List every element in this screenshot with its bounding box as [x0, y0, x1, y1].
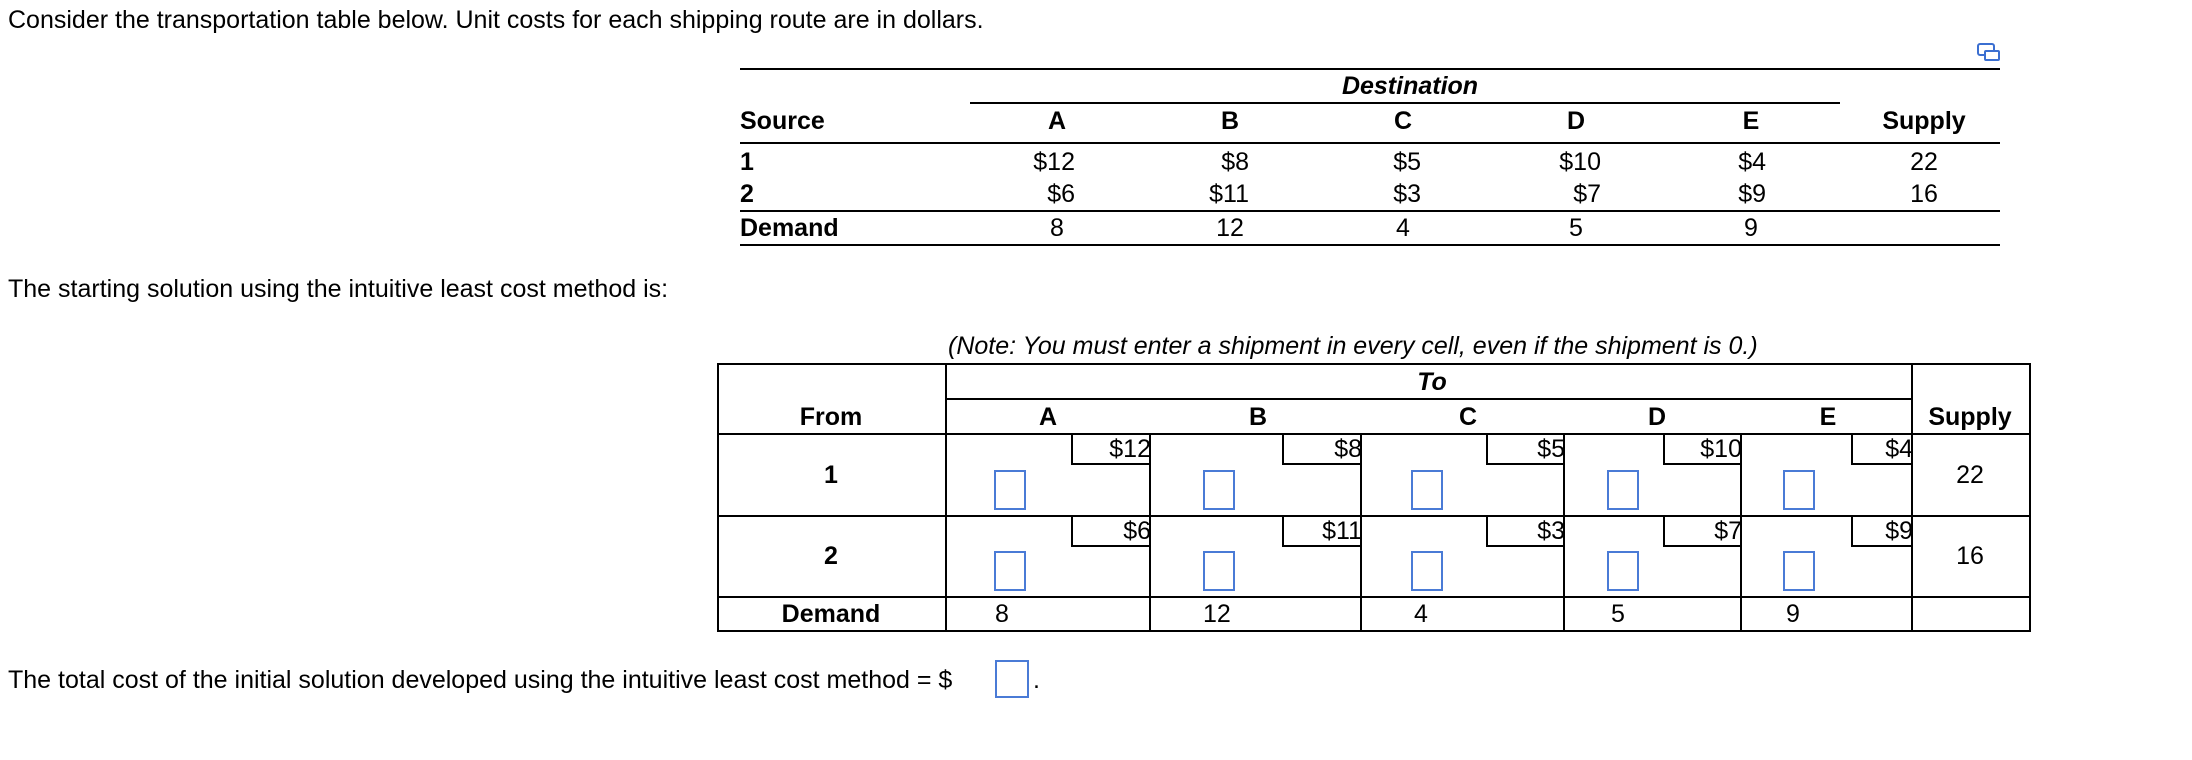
demand-cell: 4	[1396, 214, 1410, 242]
cost-cell: $9	[1738, 180, 1766, 208]
col-header-c: C	[1458, 403, 1478, 431]
demand-label: Demand	[781, 600, 881, 628]
col-header-a: A	[1047, 107, 1067, 135]
col-header-e: E	[1742, 107, 1760, 135]
supply-header: Supply	[1928, 403, 2012, 431]
demand-cell: 5	[1611, 600, 1625, 628]
cost-cell: $11	[1209, 180, 1249, 208]
from-header: From	[799, 403, 863, 431]
cost-cell: $7	[1573, 180, 1601, 208]
row-label-1: 1	[824, 461, 838, 489]
unit-cost-box: $4	[1851, 433, 1913, 465]
copy-icon[interactable]	[1976, 40, 2002, 64]
cost-cell: $12	[1033, 148, 1075, 176]
unit-cost-box: $6	[1071, 515, 1151, 547]
shipment-input-1d[interactable]	[1607, 470, 1639, 510]
shipment-input-1a[interactable]	[994, 470, 1026, 510]
total-cost-input[interactable]	[995, 660, 1029, 698]
cost-cell: $5	[1393, 148, 1421, 176]
unit-cost-box: $5	[1486, 433, 1565, 465]
shipment-input-1e[interactable]	[1783, 470, 1815, 510]
demand-cell: 4	[1414, 600, 1428, 628]
supply-cell: 22	[1956, 461, 1984, 489]
row-label-2: 2	[740, 180, 754, 208]
col-header-b: B	[1220, 107, 1240, 135]
destination-header: Destination	[1341, 72, 1479, 100]
starting-solution-text: The starting solution using the intuitive least cost method is:	[8, 275, 669, 303]
unit-cost-box: $11	[1282, 515, 1362, 547]
col-header-d: D	[1647, 403, 1667, 431]
unit-cost-box: $8	[1282, 433, 1362, 465]
col-header-e: E	[1819, 403, 1837, 431]
col-header-b: B	[1248, 403, 1268, 431]
cost-cell: $6	[1047, 180, 1075, 208]
col-header-c: C	[1393, 107, 1413, 135]
demand-cell: 8	[995, 600, 1009, 628]
supply-cell: 22	[1910, 148, 1938, 176]
shipment-input-2e[interactable]	[1783, 551, 1815, 591]
unit-cost-box: $9	[1851, 515, 1913, 547]
shipment-input-1c[interactable]	[1411, 470, 1443, 510]
unit-cost-box: $3	[1486, 515, 1565, 547]
note-text: (Note: You must enter a shipment in every cell, even if the shipment is 0.)	[948, 332, 1758, 360]
total-cost-label: The total cost of the initial solution developed using the intuitive least cost method = $	[8, 666, 953, 694]
cost-cell: $4	[1738, 148, 1766, 176]
demand-cell: 9	[1786, 600, 1800, 628]
supply-cell: 16	[1910, 180, 1938, 208]
supply-cell: 16	[1956, 542, 1984, 570]
demand-label: Demand	[740, 214, 839, 242]
cost-table	[740, 68, 2000, 246]
total-cost-suffix: .	[1033, 666, 1040, 694]
supply-header: Supply	[1882, 107, 1966, 135]
col-header-a: A	[1038, 403, 1058, 431]
demand-cell: 8	[1050, 214, 1064, 242]
row-label-2: 2	[824, 542, 838, 570]
unit-cost-box: $12	[1071, 433, 1151, 465]
demand-cell: 9	[1744, 214, 1758, 242]
cost-cell: $8	[1221, 148, 1249, 176]
unit-cost-box: $7	[1663, 515, 1742, 547]
shipment-input-2b[interactable]	[1203, 551, 1235, 591]
shipment-input-2c[interactable]	[1411, 551, 1443, 591]
col-header-d: D	[1566, 107, 1586, 135]
unit-cost-box: $10	[1663, 433, 1742, 465]
demand-cell: 12	[1203, 600, 1231, 628]
demand-cell: 5	[1569, 214, 1583, 242]
row-label-1: 1	[740, 148, 754, 176]
source-header: Source	[740, 107, 825, 135]
shipment-input-2a[interactable]	[994, 551, 1026, 591]
cost-cell: $10	[1559, 148, 1601, 176]
intro-text: Consider the transportation table below. Unit costs for each shipping route are in dollars.	[8, 6, 984, 34]
to-header: To	[1417, 368, 1447, 396]
shipment-input-1b[interactable]	[1203, 470, 1235, 510]
shipment-input-2d[interactable]	[1607, 551, 1639, 591]
demand-cell: 12	[1216, 214, 1244, 242]
cost-cell: $3	[1393, 180, 1421, 208]
